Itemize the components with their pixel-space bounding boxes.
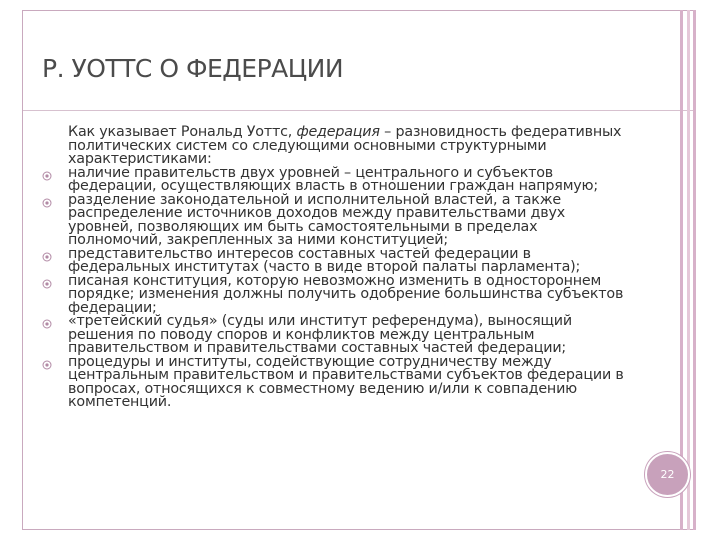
page-number: 22 — [660, 468, 675, 481]
decorative-side-stripes — [680, 10, 696, 530]
circle-star-icon — [42, 171, 52, 181]
intro-italic-term: федерация — [296, 124, 380, 140]
list-item-text: разделение законодательной и исполнительной властей, а также распределение источников доходов между правительствами двух уровней, позволяющих им быть самостоятельными в пределах полномочий, закрепленных за ними конституцией; — [68, 191, 565, 248]
stripe — [693, 10, 696, 530]
intro-prefix: Как указывает Рональд Уоттс, — [68, 124, 297, 140]
list-item — [40, 191, 630, 248]
list-item — [40, 315, 630, 356]
list-item-text: представительство интересов составных частей федерации в федеральных институтах (часто в виде второй палаты парламента); — [68, 245, 581, 275]
circle-star-icon — [42, 360, 52, 370]
intro-suffix: – разновидность федеративных политических систем со следующими основными структурными характеристиками: — [68, 124, 622, 167]
slide-title: Р. УОТТС О ФЕДЕРАЦИИ — [42, 54, 344, 83]
list-item-text: «третейский судья» (суды или институт референдума), выносящий решения по поводу споров и конфликтов между центральным правительством и правительствами составных частей федерации; — [68, 313, 572, 356]
list-item — [40, 353, 630, 410]
intro-paragraph — [40, 126, 630, 167]
list-item — [40, 164, 630, 194]
slide-content — [40, 126, 630, 410]
stripe — [680, 10, 683, 530]
bullet-list — [40, 164, 630, 410]
list-item-text: писаная конституция, которую невозможно изменить в одностороннем порядке; изменения должны получить одобрение большинства субъектов федерации; — [68, 272, 624, 316]
list-item — [40, 272, 630, 316]
circle-star-icon — [42, 319, 52, 329]
stripe — [687, 10, 690, 530]
page-number-badge — [645, 452, 690, 497]
list-item-text: процедуры и институты, содействующие сотрудничеству между центральным правительством и правительствами субъектов федерации в вопросах, относящихся к совместному ведению и/или к совпадению компетенций. — [68, 353, 624, 410]
title-divider — [23, 110, 695, 111]
circle-star-icon — [42, 279, 52, 289]
circle-star-icon — [42, 252, 52, 262]
list-item — [40, 245, 630, 275]
list-item-text: наличие правительств двух уровней – центрального и субъектов федерации, осуществляющих власть в отношении граждан напрямую; — [68, 164, 598, 194]
circle-star-icon — [42, 198, 52, 208]
